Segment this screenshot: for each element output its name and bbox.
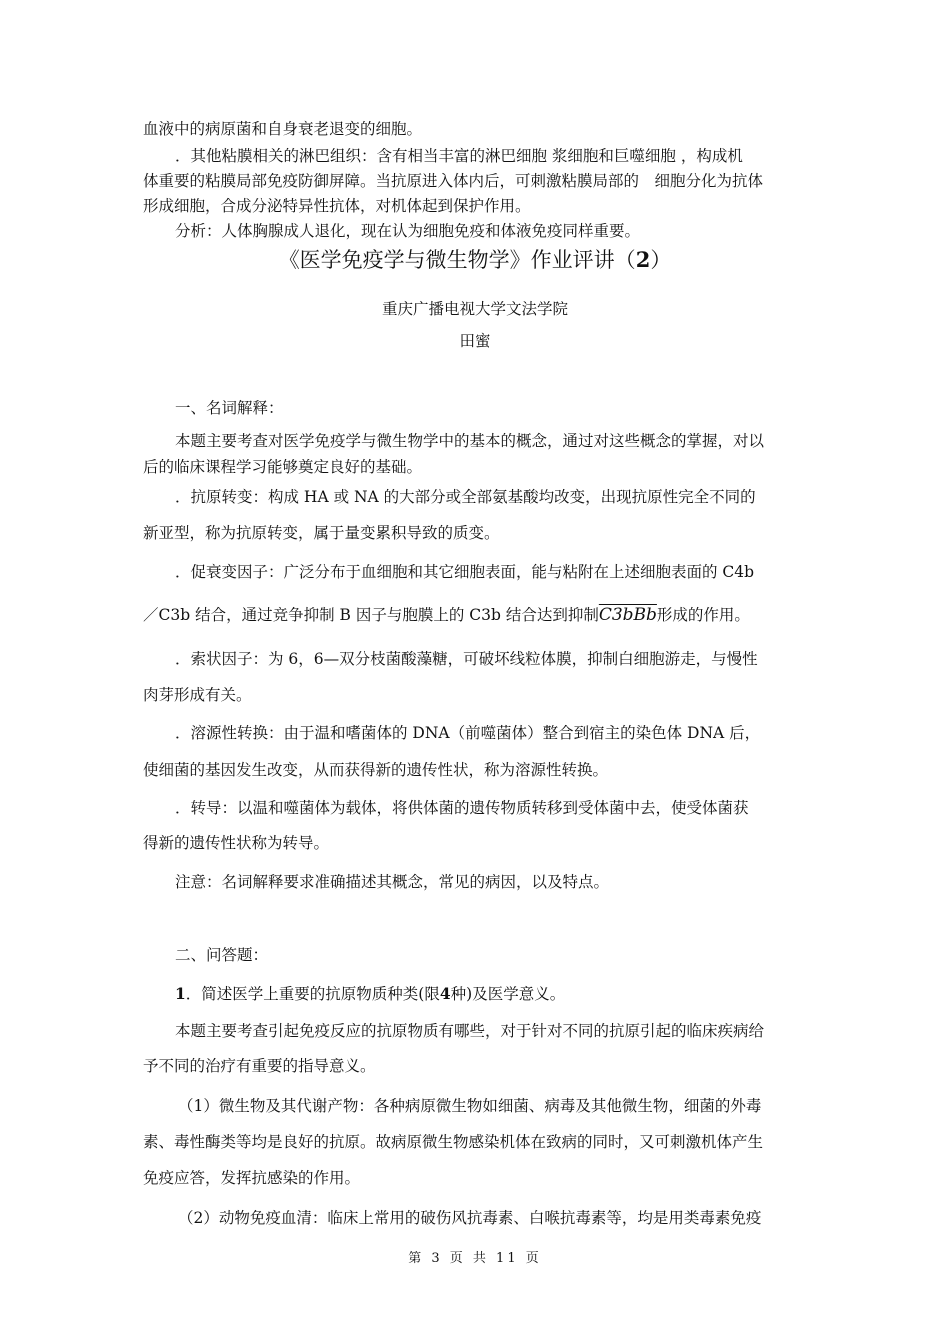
- term-transduction-line-2: 得新的遗传性状称为转导。: [143, 834, 330, 852]
- term-antigen-shift-line-1: ．抗原转变：构成 HA 或 NA 的大部分或全部氨基酸均改变，出现抗原性完全不同的: [175, 488, 756, 506]
- term-transduction-line-1: ．转导：以温和噬菌体为载体，将供体菌的遗传物质转移到受体菌中去，使受体菌获: [175, 799, 749, 817]
- term-lysogenic-conversion-line-1: ．溶源性转换：由于温和嗜菌体的 DNA（前噬菌体）整合到宿主的染色体 DNA 后，: [175, 724, 761, 742]
- title-close: ）: [650, 248, 672, 272]
- term-antigen-shift-line-2: 新亚型，称为抗原转变，属于量变累积导致的质变。: [143, 524, 500, 542]
- term-lysogenic-conversion-line-2: 使细菌的基因发生改变，从而获得新的遗传性状，称为溶源性转换。: [143, 761, 609, 779]
- section2-intro-line-1: 本题主要考查引起免疫反应的抗原物质有哪些，对于针对不同的抗原引起的临床疾病给: [175, 1022, 765, 1040]
- title-number: 2: [635, 247, 651, 272]
- section1-intro-line-1: 本题主要考查对医学免疫学与微生物学中的基本的概念，通过对这些概念的掌握，对以: [175, 432, 765, 450]
- intro-line-1: 血液中的病原菌和自身衰老退变的细胞。: [143, 120, 423, 138]
- question-1-text-b: 种)及医学意义。: [450, 985, 566, 1003]
- section1-heading: 一、名词解释：: [175, 399, 284, 417]
- intro-line-2: ．其他粘膜相关的淋巴组织：含有相当丰富的淋巴细胞 浆细胞和巨噬细胞 ，构成机: [175, 147, 743, 165]
- term-daf-line-1: ．促衰变因子：广泛分布于血细胞和其它细胞表面，能与粘附在上述细胞表面的 C4b: [175, 563, 755, 581]
- question-1-count: 4: [439, 984, 451, 1003]
- section1-note: 注意：名词解释要求准确描述其概念，常见的病因，以及特点。: [175, 873, 610, 891]
- section2-heading: 二、问答题：: [175, 946, 269, 964]
- question-1-text-a: ．简述医学上重要的抗原物质种类(限: [185, 985, 440, 1003]
- term-cord-factor-line-2: 肉芽形成有关。: [143, 686, 252, 704]
- c3bbb-formula: C3bBb: [598, 605, 657, 625]
- intro-line-3: 体重要的粘膜局部免疫防御屏障。当抗原进入体内后，可刺激粘膜局部的 细胞分化为抗体: [143, 172, 764, 190]
- institution: 重庆广播电视大学文法学院: [381, 300, 568, 318]
- author: 田蜜: [459, 332, 491, 350]
- answer-1-line-2: 素、毒性酶类等均是良好的抗原。故病原微生物感染机体在致病的同时，又可刺激机体产生: [143, 1133, 764, 1151]
- section1-intro-line-2: 后的临床课程学习能够奠定良好的基础。: [143, 458, 423, 476]
- intro-line-4: 形成细胞，合成分泌特异性抗体，对机体起到保护作用。: [143, 197, 531, 215]
- term-cord-factor-line-1: ．索状因子：为 6，6—双分枝菌酸藻糖，可破坏线粒体膜，抑制白细胞游走，与慢性: [175, 650, 758, 668]
- term-daf-line-2a: ／C3b 结合，通过竞争抑制 B 因子与胞膜上的 C3b 结合达到抑制: [143, 606, 599, 624]
- question-1: [175, 983, 815, 1005]
- term-daf-line-2b: 形成的作用。: [656, 606, 750, 624]
- term-daf-line-2: [143, 604, 813, 626]
- question-1-number: 1: [175, 984, 186, 1003]
- section2-intro-line-2: 予不同的治疗有重要的指导意义。: [143, 1057, 376, 1075]
- page-number-footer: 第 3 页 共 11 页: [408, 1251, 542, 1266]
- page-title: [0, 245, 950, 275]
- answer-2-line-1: （2）动物免疫血清：临床上常用的破伤风抗毒素、白喉抗毒素等，均是用类毒素免疫: [178, 1209, 762, 1227]
- title-main: 《医学免疫学与微生物学》作业评讲（: [278, 248, 636, 272]
- answer-1-line-1: （1）微生物及其代谢产物：各种病原微生物如细菌、病毒及其他微生物，细菌的外毒: [178, 1097, 762, 1115]
- answer-1-line-3: 免疫应答，发挥抗感染的作用。: [143, 1169, 361, 1187]
- intro-line-5: 分析：人体胸腺成人退化，现在认为细胞免疫和体液免疫同样重要。: [175, 222, 641, 240]
